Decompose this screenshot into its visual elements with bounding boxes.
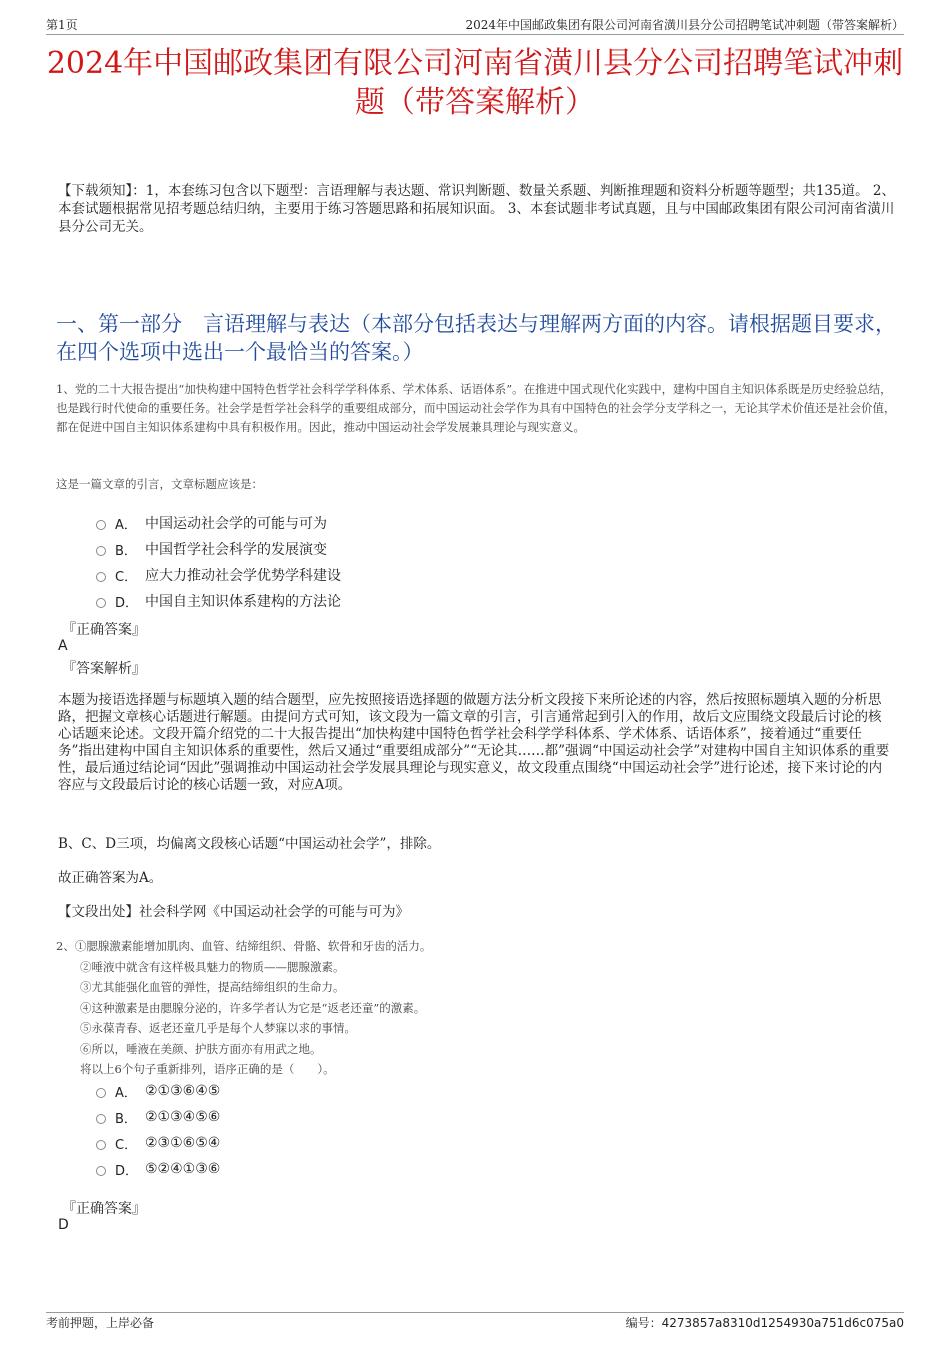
q2-line: ②唾液中就含有这样极具魅力的物质——腮腺激素。 xyxy=(80,959,345,974)
radio-icon[interactable] xyxy=(96,598,106,608)
option-letter: C． xyxy=(115,569,138,585)
option-text: ②③①⑥⑤④ xyxy=(145,1135,221,1151)
page-header xyxy=(46,14,904,35)
radio-icon[interactable] xyxy=(96,1166,106,1176)
option-b[interactable] xyxy=(96,1104,220,1130)
document-title: 2024年中国邮政集团有限公司河南省潢川县分公司招聘笔试冲刺题（带答案解析） xyxy=(46,46,904,120)
q2-line: 2、①腮腺激素能增加肌肉、血管、结缔组织、骨骼、软骨和牙齿的活力。 xyxy=(56,939,432,953)
option-letter: D． xyxy=(115,1163,139,1179)
answer-value: A xyxy=(58,638,68,654)
page-footer xyxy=(46,1312,904,1331)
option-letter: C． xyxy=(115,1137,138,1153)
option-text: 中国运动社会学的可能与可为 xyxy=(145,516,327,532)
conclusion-text: 故正确答案为A。 xyxy=(58,870,163,886)
option-text: 中国哲学社会科学的发展演变 xyxy=(145,542,327,558)
analysis-label: 『答案解析』 xyxy=(62,661,146,677)
header-doc-title: 2024年中国邮政集团有限公司河南省潢川县分公司招聘笔试冲刺题（带答案解析） xyxy=(465,17,904,32)
question-1-ask: 这是一篇文章的引言，文章标题应该是： xyxy=(56,477,263,491)
question-1-stem: 1、党的二十大报告提出“加快构建中国特色哲学社会科学学科体系、学术体系、话语体系”。在推进中国式现代化实践中，建构中国自主知识体系既是历史经验总结，也是践行时代使命的重要任务。社会学是哲学社会科学的重要组成部分，而中国运动社会学作为具有中国特色的社会学分支学科之一，无论其学术价值还是社会价值，都在促进中国自主知识体系建构中具有积极作用。因此，推动中国运动社会学发展兼具理论与现实意义。 xyxy=(56,382,896,434)
download-notice: 【下载须知】：1，本套练习包含以下题型：言语理解与表达题、常识判断题、数量关系题、判断推理题和资料分析题等题型；共135道。 2、本套试题根据常见招考题总结归纳，主要用于练习答题思路和拓展知识面。 3、本套试题非考试真题，且与中国邮政集团有限公司河南省潢川县分公司无关。 xyxy=(58,183,895,235)
page-number: 第1页 xyxy=(46,17,78,32)
radio-icon[interactable] xyxy=(96,1088,106,1098)
answer-label: 『正确答案』 xyxy=(62,1201,146,1217)
question-2-options xyxy=(96,1078,220,1182)
option-letter: A． xyxy=(115,517,137,533)
analysis-text: 本题为接语选择题与标题填入题的结合题型，应先按照接语选择题的做题方法分析文段接下来所论述的内容，然后按照标题填入题的分析思路，把握文章核心话题进行解题。由提问方式可知，该文段为一篇文章的引言，引言通常起到引入的作用，故后文应围绕文段最后讨论的核心话题来论述。文段开篇介绍党的二十大报告提出“加快构建中国特色哲学社会科学学科体系、学术体系、话语体系”，接着通过“重要任务”指出建构中国自主知识体系的重要性，然后又通过“重要组成部分”“无论其……都”强调“中国运动社会学”对建构中国自主知识体系的重要性，最后通过结论词“因此”强调推动中国运动社会学发展具理论与现实意义，故文段重点围绕“中国运动社会学”进行论述，接下来讨论的内容应与文段最后讨论的核心话题一致，对应A项。 xyxy=(58,692,890,793)
elimination-text: B、C、D三项，均偏离文段核心话题“中国运动社会学”，排除。 xyxy=(58,836,441,852)
option-letter: A． xyxy=(115,1085,137,1101)
footer-slogan: 考前押题，上岸必备 xyxy=(46,1316,155,1330)
radio-icon[interactable] xyxy=(96,1114,106,1124)
option-d[interactable] xyxy=(96,1156,220,1182)
document-id: 编号：4273857a8310d1254930a751d6c075a0 xyxy=(625,1316,904,1330)
option-c[interactable] xyxy=(96,1130,220,1156)
q2-line: ⑥所以，唾液在美颜、护肤方面亦有用武之地。 xyxy=(80,1041,322,1056)
option-c[interactable] xyxy=(96,562,341,588)
q2-line: ⑤永葆青春、返老还童几乎是每个人梦寐以求的事情。 xyxy=(80,1021,356,1035)
option-text: ⑤②④①③⑥ xyxy=(145,1161,221,1177)
option-a[interactable] xyxy=(96,1078,220,1104)
option-letter: D． xyxy=(115,595,139,611)
option-d[interactable] xyxy=(96,588,341,614)
q2-line: 将以上6个句子重新排列，语序正确的是（ ）。 xyxy=(80,1062,335,1076)
option-a[interactable] xyxy=(96,510,341,536)
radio-icon[interactable] xyxy=(96,1140,106,1150)
answer-label: 『正确答案』 xyxy=(62,622,146,638)
option-text: 中国自主知识体系建构的方法论 xyxy=(145,594,341,610)
source-text: 【文段出处】社会科学网《中国运动社会学的可能与可为》 xyxy=(58,904,409,920)
q2-line: ③尤其能强化血管的弹性，提高结缔组织的生命力。 xyxy=(80,980,345,994)
answer-value: D xyxy=(58,1217,69,1233)
option-text: ②①③④⑤⑥ xyxy=(145,1109,221,1125)
option-letter: B． xyxy=(115,543,137,559)
radio-icon[interactable] xyxy=(96,546,106,556)
option-text: ②①③⑥④⑤ xyxy=(145,1083,221,1099)
section-title: 一、第一部分 言语理解与表达（本部分包括表达与理解两方面的内容。请根据题目要求，在四个选项中选出一个最恰当的答案。） xyxy=(56,312,896,364)
radio-icon[interactable] xyxy=(96,572,106,582)
radio-icon[interactable] xyxy=(96,520,106,530)
question-2-stem xyxy=(56,936,431,1080)
question-1-options xyxy=(96,510,341,614)
option-b[interactable] xyxy=(96,536,341,562)
q2-line: ④这种激素是由腮腺分泌的，许多学者认为它是“返老还童”的激素。 xyxy=(80,1000,426,1015)
option-letter: B． xyxy=(115,1111,137,1127)
option-text: 应大力推动社会学优势学科建设 xyxy=(145,568,341,584)
